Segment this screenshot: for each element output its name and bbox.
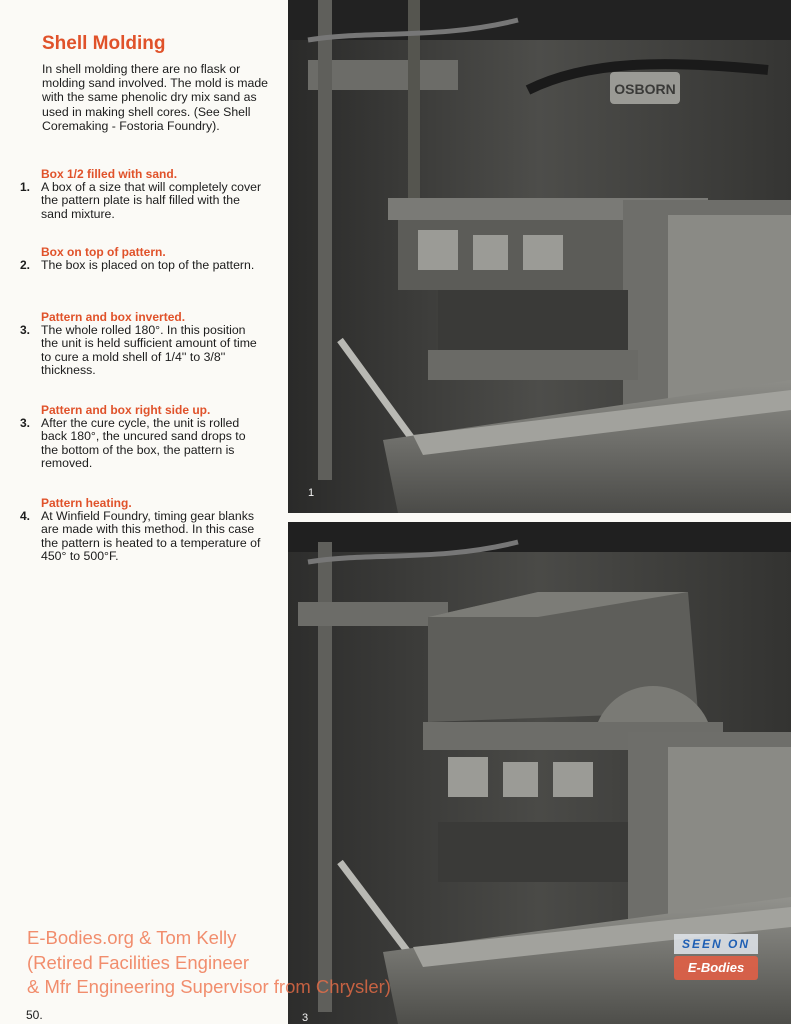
step-item <box>20 496 280 564</box>
step-heading: Pattern and box inverted. <box>41 310 186 324</box>
step-heading: Pattern heating. <box>41 496 132 510</box>
step-item <box>20 245 280 272</box>
badge-brand-label: E-Bodies <box>674 956 758 980</box>
step-text: A box of a size that will completely cover the pattern plate is half filled with the sand mixture. <box>41 180 262 221</box>
watermark-line: E-Bodies.org & Tom Kelly <box>27 927 237 948</box>
step-item <box>20 167 280 221</box>
intro-paragraph: In shell molding there are no flask or molding sand involved. The mold is made with the same phenolic dry mix sand as used in making shell cores. (See Shell Coremaking - Fostoria Foundry). <box>42 62 269 133</box>
photo-machine-step-1 <box>288 0 791 513</box>
photo-number: 1 <box>308 487 315 499</box>
seen-on-badge <box>674 934 758 986</box>
step-item <box>20 310 280 378</box>
page-number: 50. <box>26 1008 43 1022</box>
step-text: The box is placed on top of the pattern. <box>41 258 255 272</box>
text-column <box>0 0 288 1024</box>
watermark-credit <box>27 926 467 1000</box>
step-item <box>20 403 280 471</box>
step-text: At Winfield Foundry, timing gear blanks are made with this method. In this case the pattern is heated to a temperature of 450° to 500°F. <box>41 509 261 564</box>
watermark-line: & Mfr Engineering Supervisor from Chrysler) <box>27 976 391 997</box>
badge-top-label: SEEN ON <box>674 934 758 954</box>
machine-photo-illustration <box>288 0 791 513</box>
step-text: After the cure cycle, the unit is rolled back 180°, the uncured sand drops to the bottom of the box, the pattern is removed. <box>41 416 246 471</box>
page-title: Shell Molding <box>42 33 166 54</box>
photo-number: 3 <box>302 1012 309 1024</box>
step-heading: Box on top of pattern. <box>41 245 166 259</box>
watermark-line: (Retired Facilities Engineer <box>27 951 250 973</box>
machine-plate: OSBORN <box>614 81 676 97</box>
step-text: The whole rolled 180°. In this position the unit is held sufficient amount of time to cure a mold shell of 1/4'' to 3/8'' thickness. <box>41 323 257 378</box>
step-heading: Box 1/2 filled with sand. <box>41 167 178 181</box>
step-number: 2. <box>20 258 31 272</box>
step-number: 1. <box>20 180 31 194</box>
step-number: 3. <box>20 323 31 337</box>
step-number: 4. <box>20 509 31 523</box>
step-number: 3. <box>20 416 31 430</box>
step-heading: Pattern and box right side up. <box>41 403 211 417</box>
